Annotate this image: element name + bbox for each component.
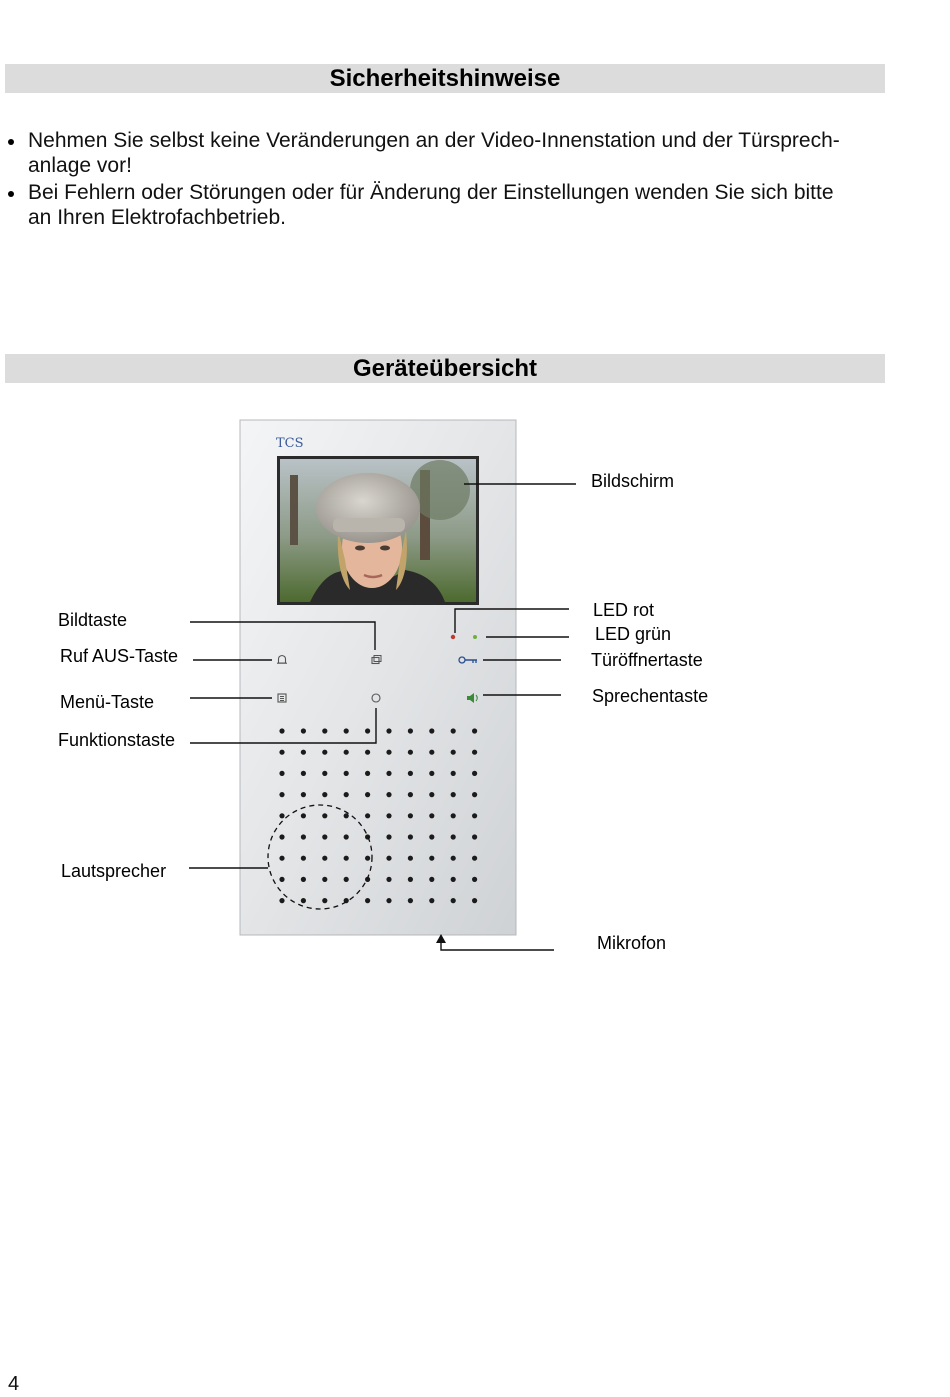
speaker-hole bbox=[365, 728, 370, 733]
speaker-hole bbox=[451, 750, 456, 755]
speaker-hole bbox=[301, 750, 306, 755]
speaker-hole bbox=[429, 750, 434, 755]
speaker-hole bbox=[301, 877, 306, 882]
speaker-hole bbox=[322, 898, 327, 903]
speaker-hole bbox=[386, 856, 391, 861]
speaker-hole bbox=[386, 834, 391, 839]
label-mikrofon: Mikrofon bbox=[597, 933, 667, 953]
label-bildschirm: Bildschirm bbox=[591, 471, 675, 491]
speaker-hole bbox=[365, 834, 370, 839]
bullet-line: Nehmen Sie selbst keine Veränderungen an der Video-Innenstation und der Türsprech- bbox=[28, 129, 840, 152]
speaker-hole bbox=[301, 771, 306, 776]
speaker-hole bbox=[301, 728, 306, 733]
led-green-indicator bbox=[473, 635, 477, 639]
speaker-hole bbox=[365, 813, 370, 818]
bullet-line: anlage vor! bbox=[28, 154, 132, 177]
speaker-hole bbox=[344, 750, 349, 755]
speaker-hole bbox=[408, 771, 413, 776]
speaker-hole bbox=[472, 898, 477, 903]
label-tueroeffnertaste: Türöffnertaste bbox=[591, 650, 703, 670]
speaker-hole bbox=[472, 877, 477, 882]
speaker-hole bbox=[429, 792, 434, 797]
label-ruf-aus-taste: Ruf AUS-Taste bbox=[60, 646, 179, 666]
speaker-hole bbox=[344, 813, 349, 818]
speaker-hole bbox=[322, 877, 327, 882]
speaker-hole bbox=[322, 728, 327, 733]
speaker-hole bbox=[472, 856, 477, 861]
speaker-hole bbox=[451, 898, 456, 903]
bullet-line: an Ihren Elektrofachbetrieb. bbox=[28, 206, 286, 229]
speaker-hole bbox=[301, 834, 306, 839]
led-red-indicator bbox=[451, 635, 455, 639]
speaker-hole bbox=[429, 728, 434, 733]
speaker-hole bbox=[408, 813, 413, 818]
label-menue-taste: Menü-Taste bbox=[60, 692, 155, 712]
speaker-hole bbox=[451, 813, 456, 818]
speaker-hole bbox=[408, 834, 413, 839]
label-led-rot: LED rot bbox=[593, 600, 655, 620]
speaker-hole bbox=[451, 856, 456, 861]
speaker-hole bbox=[344, 877, 349, 882]
speaker-hole bbox=[472, 792, 477, 797]
speaker-hole bbox=[344, 771, 349, 776]
label-sprechentaste: Sprechentaste bbox=[592, 686, 709, 706]
speaker-hole bbox=[386, 877, 391, 882]
speaker-hole bbox=[279, 771, 284, 776]
speaker-hole bbox=[322, 750, 327, 755]
speaker-hole bbox=[365, 750, 370, 755]
speaker-hole bbox=[279, 750, 284, 755]
speaker-hole bbox=[429, 856, 434, 861]
speaker-hole bbox=[408, 856, 413, 861]
speaker-hole bbox=[429, 813, 434, 818]
speaker-hole bbox=[344, 792, 349, 797]
speaker-hole bbox=[451, 792, 456, 797]
speaker-hole bbox=[322, 813, 327, 818]
speaker-hole bbox=[322, 792, 327, 797]
speaker-hole bbox=[301, 856, 306, 861]
label-funktionstaste: Funktionstaste bbox=[58, 730, 176, 750]
speaker-hole bbox=[344, 856, 349, 861]
speaker-hole bbox=[279, 728, 284, 733]
label-led-gruen: LED grün bbox=[595, 624, 672, 644]
speaker-hole bbox=[451, 877, 456, 882]
label-lautsprecher: Lautsprecher bbox=[61, 861, 167, 881]
speaker-hole bbox=[472, 728, 477, 733]
speaker-hole bbox=[472, 813, 477, 818]
speaker-hole bbox=[451, 834, 456, 839]
speaker-hole bbox=[408, 877, 413, 882]
speaker-hole bbox=[429, 877, 434, 882]
screen bbox=[277, 456, 479, 605]
speaker-hole bbox=[365, 898, 370, 903]
speaker-hole bbox=[386, 750, 391, 755]
speaker-hole bbox=[365, 771, 370, 776]
speaker-hole bbox=[279, 877, 284, 882]
speaker-hole bbox=[344, 728, 349, 733]
speaker-hole bbox=[386, 728, 391, 733]
speaker-hole bbox=[451, 771, 456, 776]
speaker-hole bbox=[386, 813, 391, 818]
speaker-hole bbox=[451, 728, 456, 733]
speaker-hole bbox=[472, 750, 477, 755]
speaker-hole bbox=[322, 856, 327, 861]
speaker-hole bbox=[386, 792, 391, 797]
speaker-hole bbox=[408, 750, 413, 755]
speaker-hole bbox=[322, 771, 327, 776]
speaker-hole bbox=[472, 771, 477, 776]
speaker-hole bbox=[365, 856, 370, 861]
speaker-hole bbox=[365, 792, 370, 797]
speaker-hole bbox=[344, 834, 349, 839]
speaker-hole bbox=[408, 792, 413, 797]
speaker-hole bbox=[386, 898, 391, 903]
speaker-hole bbox=[301, 898, 306, 903]
brand-logo: TCS bbox=[276, 436, 304, 451]
speaker-hole bbox=[279, 856, 284, 861]
section-title-safety: Sicherheitshinweise bbox=[5, 64, 885, 93]
speaker-hole bbox=[429, 898, 434, 903]
bullet-line: Bei Fehlern oder Störungen oder für Änderung der Einstellungen wenden Sie sich bitte bbox=[28, 181, 834, 204]
speaker-hole bbox=[429, 771, 434, 776]
speaker-hole bbox=[408, 728, 413, 733]
section-title-overview: Geräteübersicht bbox=[5, 354, 885, 383]
speaker-hole bbox=[472, 834, 477, 839]
page-number: 4 bbox=[8, 1373, 20, 1395]
speaker-hole bbox=[279, 792, 284, 797]
speaker-hole bbox=[429, 834, 434, 839]
speaker-hole bbox=[322, 834, 327, 839]
speaker-hole bbox=[279, 813, 284, 818]
label-bildtaste: Bildtaste bbox=[58, 610, 128, 630]
speaker-hole bbox=[301, 792, 306, 797]
speaker-hole bbox=[301, 813, 306, 818]
speaker-hole bbox=[386, 771, 391, 776]
speaker-hole bbox=[279, 834, 284, 839]
speaker-hole bbox=[279, 898, 284, 903]
speaker-hole bbox=[408, 898, 413, 903]
